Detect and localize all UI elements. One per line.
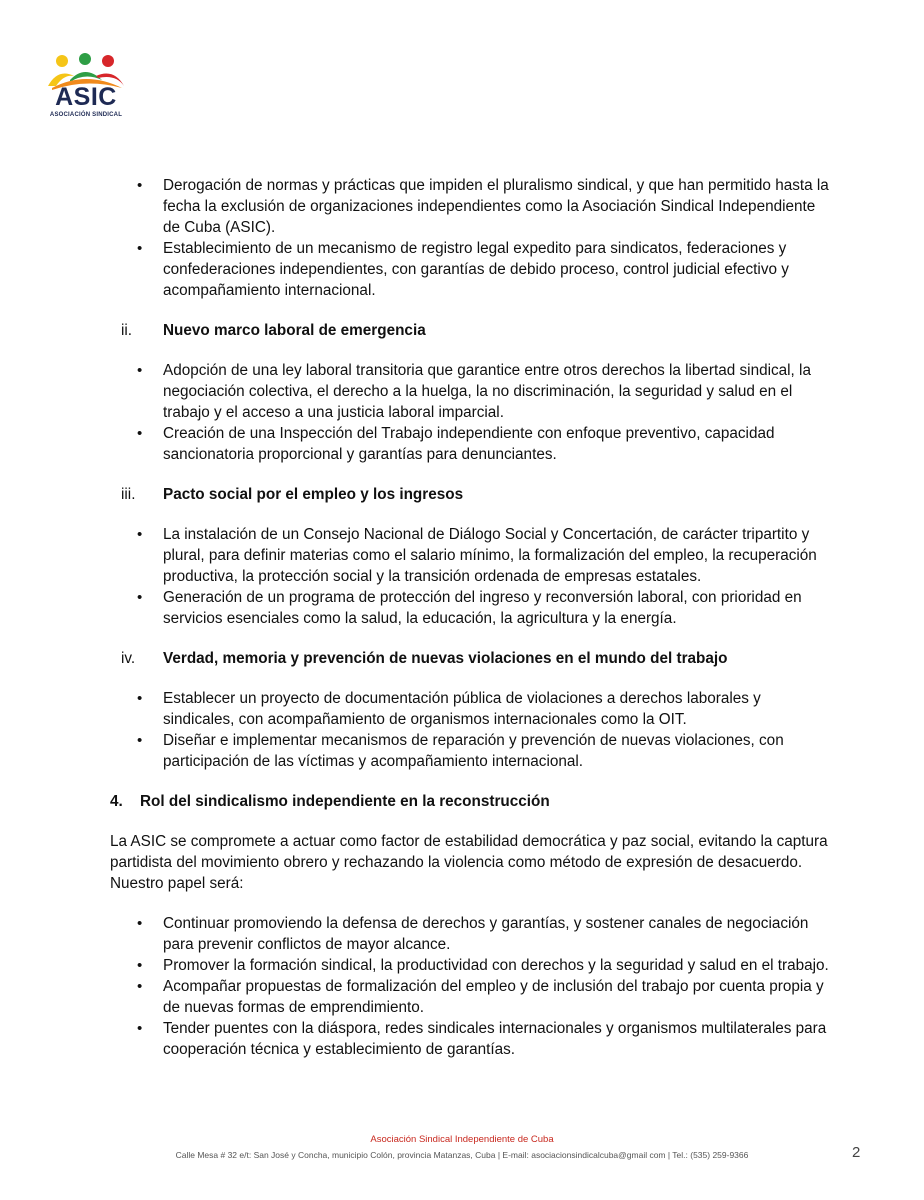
section-title: Rol del sindicalismo independiente en la reconstrucción <box>140 793 550 810</box>
list-item: • Adopción de una ley laboral transitoria que garantice entre otros derechos la libertad sindical, la negociación colectiva, el derecho a la huelga, la no discriminación, la seguridad y salud en el trabajo y el acceso a una justicia laboral imparcial. <box>110 360 830 423</box>
section-number: 4. <box>110 793 123 810</box>
section-paragraph: La ASIC se compromete a actuar como factor de estabilidad democrática y paz social, evitando la captura partidista del movimiento obrero y rechazando la violencia como método de expresión de desacuerdo. Nuestro papel será: <box>110 833 828 892</box>
subsection-heading <box>110 484 830 505</box>
list-item: • Establecimiento de un mecanismo de registro legal expedito para sindicatos, federaciones y confederaciones independientes, con garantías de debido proceso, control judicial efectivo y acompañamiento internacional. <box>110 238 830 301</box>
footer-address: Calle Mesa # 32 e/t: San José y Concha, municipio Colón, provincia Matanzas, Cuba | E-mail: asociacionsindicalcuba@gmail com | Tel.: (535) 259-9366 <box>175 1150 749 1160</box>
list-item: • La instalación de un Consejo Nacional de Diálogo Social y Concertación, de carácter tripartito y plural, para definir materias como el salario mínimo, la formalización del empleo, la recuperación productiva, la protección social y la transición ordenada de empresas estatales. <box>110 524 830 587</box>
list-item: • Promover la formación sindical, la productividad con derechos y la seguridad y salud en el trabajo. <box>110 955 830 976</box>
list-item: • Generación de un programa de protección del ingreso y reconversión laboral, con prioridad en servicios esenciales como la salud, la educación, la agricultura y la energía. <box>110 587 830 629</box>
list-item: • Diseñar e implementar mecanismos de reparación y prevención de nuevas violaciones, con participación de las víctimas y acompañamiento internacional. <box>110 730 830 772</box>
page-number: 2 <box>852 1144 861 1161</box>
subsection-number: iv. <box>121 650 136 667</box>
bullet-list <box>110 360 830 465</box>
list-item: • Creación de una Inspección del Trabajo independiente con enfoque preventivo, capacidad sancionatoria proporcional y garantías para denunciantes. <box>110 423 830 465</box>
logo-title: ASIC <box>55 83 117 111</box>
document-body <box>110 175 830 1060</box>
subsection-title: Pacto social por el empleo y los ingresos <box>163 486 464 503</box>
bullet-list <box>110 524 830 629</box>
bullet-list <box>110 913 830 1060</box>
subsection-number: ii. <box>121 322 133 339</box>
subsection-heading <box>110 648 830 669</box>
logo-subtitle: ASOCIACIÓN SINDICAL <box>49 112 123 118</box>
list-item: • Derogación de normas y prácticas que impiden el pluralismo sindical, y que han permitido hasta la fecha la exclusión de organizaciones independientes como la Asociación Sindical Independiente de Cuba (ASIC). <box>110 175 830 238</box>
subsection-number: iii. <box>121 486 136 503</box>
subsection-title: Nuevo marco laboral de emergencia <box>163 322 426 339</box>
asic-logo <box>44 52 128 128</box>
section-heading <box>110 791 830 812</box>
list-item: • Establecer un proyecto de documentación pública de violaciones a derechos laborales y sindicales, con acompañamiento de organismos internacionales como la OIT. <box>110 688 830 730</box>
top-bullet-list <box>110 175 830 301</box>
footer-org-name: Asociación Sindical Independiente de Cuba <box>370 1134 554 1145</box>
subsection-heading <box>110 320 830 341</box>
subsection-title: Verdad, memoria y prevención de nuevas violaciones en el mundo del trabajo <box>163 650 728 667</box>
list-item: • Tender puentes con la diáspora, redes sindicales internacionales y organismos multilaterales para cooperación técnica y establecimiento de garantías. <box>110 1018 830 1060</box>
page-footer <box>0 1134 924 1161</box>
list-item: • Continuar promoviendo la defensa de derechos y garantías, y sostener canales de negociación para prevenir conflictos de mayor alcance. <box>110 913 830 955</box>
bullet-list <box>110 688 830 772</box>
list-item: • Acompañar propuestas de formalización del empleo y de inclusión del trabajo por cuenta propia y de nuevas formas de emprendimiento. <box>110 976 830 1018</box>
